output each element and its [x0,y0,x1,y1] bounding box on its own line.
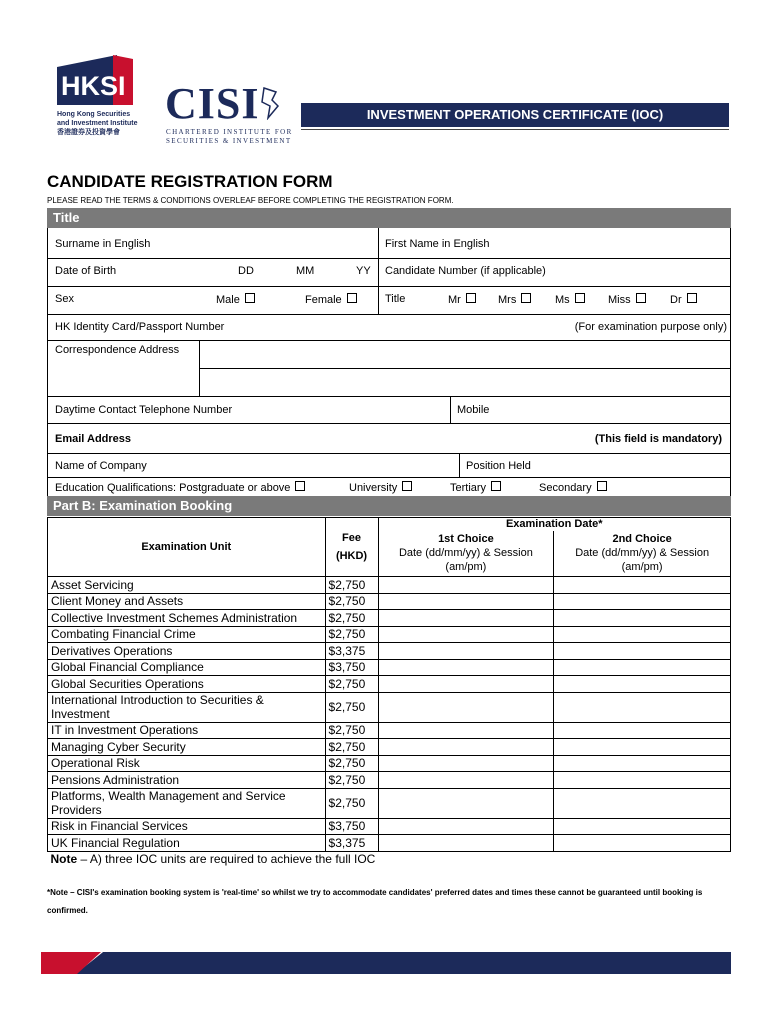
email-row [47,424,731,454]
title-mr-option[interactable]: Mr [448,293,476,306]
divider [450,397,451,423]
first-choice-input[interactable] [378,818,554,835]
mrs-checkbox[interactable] [521,293,531,303]
education-row [47,478,731,496]
first-choice-input[interactable] [378,659,554,676]
hkid-note: (For examination purpose only) [574,321,727,333]
dob-row [47,259,731,287]
footer-bar [41,952,731,974]
page-title: CANDIDATE REGISTRATION FORM [47,172,333,191]
booking-footnote: *Note – CISI's examination booking system is 'real-time' so whilst we try to accommodate candidates' preferred dates and times these cannot be guaranteed until booking is confirmed. [47,888,703,915]
dr-checkbox[interactable] [687,293,697,303]
secondary-checkbox[interactable] [597,481,607,491]
exam-unit-row [48,643,731,660]
second-choice-input[interactable] [554,722,731,739]
exam-unit-fee: $2,750 [325,739,378,756]
phone-label: Daytime Contact Telephone Number [55,404,233,416]
first-choice-input[interactable] [378,676,554,693]
exam-unit-row [48,739,731,756]
second-choice-input[interactable] [554,755,731,772]
exam-unit-name: Collective Investment Schemes Administration [48,610,326,627]
exam-unit-row [48,610,731,627]
exam-unit-name: Platforms, Wealth Management and Service Providers [48,788,326,818]
first-choice-input[interactable] [378,755,554,772]
tertiary-checkbox[interactable] [491,481,501,491]
part-b-header: Part B: Examination Booking [47,496,731,516]
surname-label: Surname in English [55,238,151,250]
first-choice-header: 1st Choice Date (dd/mm/yy) & Session (am/pm) [378,531,554,577]
cisi-crest-icon [260,86,280,120]
second-choice-input[interactable] [554,772,731,789]
exam-unit-name: IT in Investment Operations [48,722,326,739]
second-choice-input[interactable] [554,835,731,852]
exam-unit-row [48,692,731,722]
exam-unit-row [48,593,731,610]
exam-unit-row [48,659,731,676]
phone-row [47,397,731,424]
divider [378,259,379,286]
second-choice-header: 2nd Choice Date (dd/mm/yy) & Session (am/pm) [554,531,731,577]
second-choice-input[interactable] [554,788,731,818]
education-option[interactable]: Education Qualifications: Postgraduate or above [55,481,305,494]
exam-unit-list [48,577,731,852]
exam-unit-fee: $2,750 [325,626,378,643]
male-checkbox[interactable] [245,293,255,303]
exam-unit-row [48,755,731,772]
first-choice-input[interactable] [378,610,554,627]
exam-unit-name: Pensions Administration [48,772,326,789]
exam-unit-fee: $2,750 [325,593,378,610]
postgraduate-checkbox[interactable] [295,481,305,491]
title-miss-option[interactable]: Miss [608,293,646,306]
tertiary-option[interactable]: Tertiary [450,481,501,494]
second-choice-input[interactable] [554,692,731,722]
male-option[interactable]: Male [216,293,255,306]
col-fee-header: Fee (HKD) [325,518,378,577]
first-choice-input[interactable] [378,593,554,610]
second-choice-input[interactable] [554,659,731,676]
second-choice-input[interactable] [554,610,731,627]
divider [378,228,379,258]
exam-unit-fee: $3,750 [325,659,378,676]
candidate-number-label: Candidate Number (if applicable) [385,265,546,277]
exam-unit-name: Global Financial Compliance [48,659,326,676]
exam-unit-fee: $2,750 [325,692,378,722]
exam-unit-fee: $2,750 [325,676,378,693]
hkid-row [47,315,731,341]
hksi-logo [57,55,133,105]
divider [459,454,460,477]
exam-unit-row [48,772,731,789]
exam-unit-name: Operational Risk [48,755,326,772]
exam-unit-fee: $2,750 [325,788,378,818]
exam-unit-fee: $2,750 [325,755,378,772]
first-choice-input[interactable] [378,722,554,739]
female-option[interactable]: Female [305,293,357,306]
exam-unit-fee: $2,750 [325,577,378,594]
hksi-subtitle: Hong Kong Securities and Investment Institute 香港證券及投資學會 [57,111,138,136]
hkid-label: HK Identity Card/Passport Number [55,321,225,333]
exam-unit-name: Managing Cyber Security [48,739,326,756]
exam-unit-name: Combating Financial Crime [48,626,326,643]
address-row [47,341,731,397]
second-choice-input[interactable] [554,577,731,594]
university-option[interactable]: University [349,481,412,494]
exam-unit-name: Asset Servicing [48,577,326,594]
title-ms-option[interactable]: Ms [555,293,585,306]
exam-unit-name: UK Financial Regulation [48,835,326,852]
title-mrs-option[interactable]: Mrs [498,293,531,306]
position-label: Position Held [466,460,531,472]
second-choice-input[interactable] [554,626,731,643]
exam-unit-fee: $2,750 [325,772,378,789]
first-choice-input[interactable] [378,692,554,722]
exam-unit-name: Global Securities Operations [48,676,326,693]
exam-unit-row [48,835,731,852]
secondary-option[interactable]: Secondary [539,481,607,494]
ioc-note: Note – A) three IOC units are required to achieve the full IOC [48,851,731,866]
mm-label: MM [296,265,315,277]
email-note: (This field is mandatory) [594,433,722,445]
col-unit-header: Examination Unit [48,518,326,577]
exam-unit-row [48,818,731,835]
exam-unit-name: International Introduction to Securities & Investment [48,692,326,722]
second-choice-input[interactable] [554,739,731,756]
name-row [47,228,731,259]
exam-unit-name: Derivatives Operations [48,643,326,660]
col-date-header: Examination Date* [378,518,730,531]
first-choice-input[interactable] [378,835,554,852]
divider [378,287,379,314]
exam-unit-fee: $2,750 [325,610,378,627]
dob-label: Date of Birth [55,265,117,277]
first-choice-input[interactable] [378,643,554,660]
second-choice-input[interactable] [554,818,731,835]
title-label: Title [385,293,406,305]
second-choice-input[interactable] [554,676,731,693]
cisi-subtitle: CHARTERED INSTITUTE FOR SECURITIES & INVESTMENT [166,128,293,145]
exam-unit-name: Risk in Financial Services [48,818,326,835]
hksi-logo-text: HKSI [61,71,126,101]
exam-unit-row [48,676,731,693]
first-choice-input[interactable] [378,577,554,594]
exam-unit-fee: $3,375 [325,643,378,660]
exam-unit-row [48,722,731,739]
terms-notice: PLEASE READ THE TERMS & CONDITIONS OVERLEAF BEFORE COMPLETING THE REGISTRATION FORM. [47,196,454,205]
first-choice-input[interactable] [378,626,554,643]
company-row [47,454,731,478]
address-label: Correspondence Address [55,344,180,356]
exam-unit-row [48,626,731,643]
divider [199,368,731,369]
mobile-label: Mobile [457,404,490,416]
certificate-banner: INVESTMENT OPERATIONS CERTIFICATE (IOC) [301,103,729,127]
university-checkbox[interactable] [402,481,412,491]
company-label: Name of Company [55,460,147,472]
second-choice-input[interactable] [554,643,731,660]
yy-label: YY [356,265,371,277]
sex-title-row [47,287,731,315]
exam-table [47,517,731,866]
exam-unit-fee: $3,375 [325,835,378,852]
exam-unit-fee: $3,750 [325,818,378,835]
part-a-header: Title [47,208,731,228]
sex-label: Sex [55,293,74,305]
first-choice-input[interactable] [378,772,554,789]
first-choice-input[interactable] [378,739,554,756]
exam-unit-row [48,577,731,594]
first-name-label: First Name in English [385,238,490,250]
divider [301,129,729,130]
ms-checkbox[interactable] [575,293,585,303]
exam-unit-name: Client Money and Assets [48,593,326,610]
title-dr-option[interactable]: Dr [670,293,697,306]
female-checkbox[interactable] [347,293,357,303]
cisi-logo: CISI [165,79,260,128]
second-choice-input[interactable] [554,593,731,610]
miss-checkbox[interactable] [636,293,646,303]
mr-checkbox[interactable] [466,293,476,303]
exam-unit-fee: $2,750 [325,722,378,739]
exam-unit-row [48,788,731,818]
first-choice-input[interactable] [378,788,554,818]
email-label: Email Address [55,433,132,445]
dd-label: DD [238,265,254,277]
